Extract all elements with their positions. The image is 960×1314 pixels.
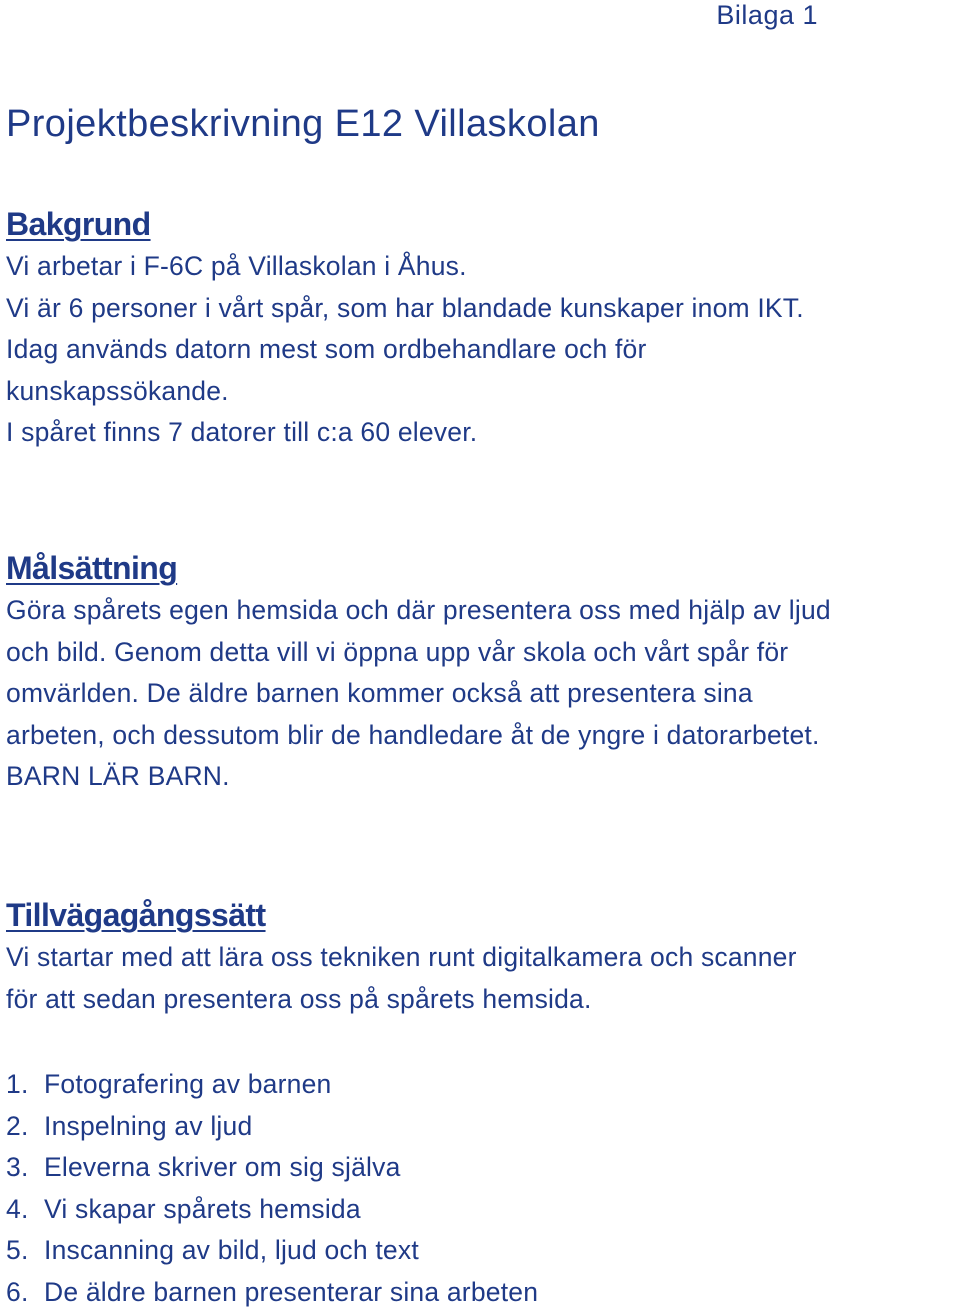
- section-heading: Bakgrund: [6, 206, 151, 242]
- paragraph-line: omvärlden. De äldre barnen kommer också att presentera sina: [6, 678, 753, 709]
- step-text: Eleverna skriver om sig själva: [44, 1152, 401, 1183]
- paragraph-line: Vi arbetar i F-6C på Villaskolan i Åhus.: [6, 251, 467, 281]
- paragraph-line: Göra spårets egen hemsida och där presentera oss med hjälp av ljud: [6, 595, 831, 625]
- paragraph-line: arbeten, och dessutom blir de handledare åt de yngre i datorarbetet.: [6, 719, 820, 750]
- paragraph-line: Idag används datorn mest som ordbehandlare och för: [6, 334, 647, 365]
- steps-list: [6, 1064, 538, 1314]
- page-title: Projektbeskrivning E12 Villaskolan: [6, 103, 600, 145]
- annex-label: Bilaga 1: [716, 0, 818, 30]
- list-item: [6, 1272, 538, 1314]
- paragraph-line: I spåret finns 7 datorer till c:a 60 elever.: [6, 417, 478, 448]
- list-item: [6, 1106, 538, 1148]
- list-item: [6, 1147, 538, 1189]
- paragraph-line: Vi är 6 personer i vårt spår, som har blandade kunskaper inom IKT.: [6, 292, 804, 323]
- list-item: [6, 1230, 538, 1272]
- step-number: 1.: [6, 1069, 29, 1099]
- section-bakgrund: [6, 202, 956, 454]
- paragraph-line: Vi startar med att lära oss tekniken runt digitalkamera och scanner: [6, 942, 797, 972]
- list-item: [6, 1189, 538, 1231]
- step-number: 2.: [6, 1110, 29, 1141]
- paragraph-line: BARN LÄR BARN.: [6, 761, 230, 792]
- step-text: Vi skapar spårets hemsida: [44, 1193, 361, 1224]
- step-text: Inscanning av bild, ljud och text: [44, 1235, 419, 1266]
- step-number: 6.: [6, 1276, 29, 1307]
- paragraph-line: för att sedan presentera oss på spårets hemsida.: [6, 983, 592, 1014]
- step-number: 5.: [6, 1235, 29, 1266]
- paragraph-line: och bild. Genom detta vill vi öppna upp vår skola och vårt spår för: [6, 636, 789, 667]
- step-text: Fotografering av barnen: [44, 1069, 332, 1099]
- paragraph-line: kunskapssökande.: [6, 375, 229, 406]
- step-text: Inspelning av ljud: [44, 1110, 253, 1141]
- section-heading: Tillvägagångssätt: [6, 897, 266, 933]
- section-heading: Målsättning: [6, 550, 178, 586]
- step-number: 4.: [6, 1193, 29, 1224]
- section-tillvagagangssatt: [6, 893, 956, 1020]
- step-number: 3.: [6, 1152, 29, 1183]
- list-item: [6, 1064, 538, 1106]
- section-malsattning: [6, 546, 956, 798]
- step-text: De äldre barnen presenterar sina arbeten: [44, 1276, 539, 1307]
